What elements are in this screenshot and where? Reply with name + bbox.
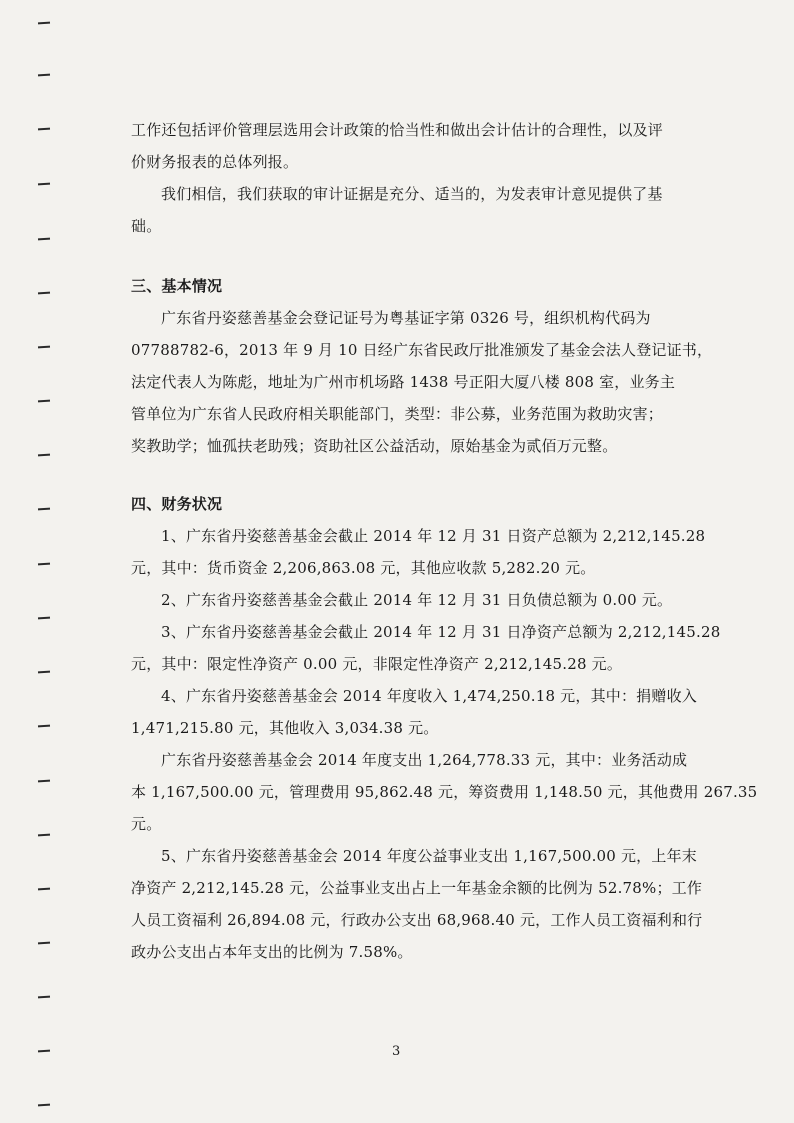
margin-mark: [38, 292, 50, 295]
text-line: 4、广东省丹姿慈善基金会 2014 年度收入 1,474,250.18 元，其中：捐赠收入: [161, 687, 697, 705]
text-line: 本 1,167,500.00 元，管理费用 95,862.48 元，筹资费用 1,148.50 元，其他费用 267.35: [131, 783, 758, 801]
margin-mark: [38, 780, 50, 783]
text-line: 政办公支出占本年支出的比例为 7.58%。: [131, 943, 413, 961]
financial-item-3: [131, 616, 721, 680]
margin-mark: [38, 617, 50, 620]
text-line: 2、广东省丹姿慈善基金会截止 2014 年 12 月 31 日负债总额为 0.00 元。: [161, 591, 673, 609]
text-line: 管单位为广东省人民政府相关职能部门，类型：非公募，业务范围为救助灾害；: [131, 405, 664, 423]
expenditure-paragraph: [131, 744, 758, 840]
margin-mark: [38, 996, 50, 999]
financial-item-2: [131, 584, 691, 616]
margin-mark: [38, 888, 50, 891]
margin-mark: [38, 508, 50, 511]
margin-mark: [38, 128, 50, 131]
text-line: 工作还包括评价管理层选用会计政策的恰当性和做出会计估计的合理性，以及评: [131, 121, 664, 139]
text-line: 广东省丹姿慈善基金会登记证号为粤基证字第 0326 号，组织机构代码为: [161, 309, 651, 327]
financial-item-1: [131, 520, 706, 584]
text-line: 奖教助学；恤孤扶老助残；资助社区公益活动，原始基金为贰佰万元整。: [131, 437, 618, 455]
text-line: 元，其中：货币资金 2,206,863.08 元，其他应收款 5,282.20 元。: [131, 559, 596, 577]
text-line: 础。: [131, 217, 162, 235]
section4-heading: 四、财务状况: [131, 495, 223, 513]
margin-mark: [38, 22, 50, 25]
margin-mark: [38, 454, 50, 457]
text-line: 我们相信，我们获取的审计证据是充分、适当的，为发表审计意见提供了基: [161, 185, 663, 203]
margin-mark: [38, 671, 50, 674]
margin-mark: [38, 563, 50, 566]
section3-heading: 三、基本情况: [131, 277, 223, 295]
margin-mark: [38, 942, 50, 945]
financial-item-5: [131, 840, 703, 968]
audit-paragraph: [131, 114, 691, 178]
section3-paragraph: [131, 302, 713, 462]
margin-mark: [38, 1050, 50, 1053]
text-line: 1,471,215.80 元，其他收入 3,034.38 元。: [131, 719, 439, 737]
margin-mark: [38, 400, 50, 403]
text-line: 净资产 2,212,145.28 元，公益事业支出占上一年基金余额的比例为 52.78%；工作: [131, 879, 703, 897]
financial-item-4: [131, 680, 697, 744]
margin-mark: [38, 725, 50, 728]
text-line: 广东省丹姿慈善基金会 2014 年度支出 1,264,778.33 元，其中：业务活动成: [161, 751, 688, 769]
text-line: 1、广东省丹姿慈善基金会截止 2014 年 12 月 31 日资产总额为 2,212,145.28: [161, 527, 706, 545]
margin-mark: [38, 346, 50, 349]
text-line: 人员工资福利 26,894.08 元，行政办公支出 68,968.40 元，工作人员工资福利和行: [131, 911, 703, 929]
text-line: 3、广东省丹姿慈善基金会截止 2014 年 12 月 31 日净资产总额为 2,212,145.28: [161, 623, 721, 641]
margin-mark: [38, 183, 50, 186]
text-line: 5、广东省丹姿慈善基金会 2014 年度公益事业支出 1,167,500.00 元，上年末: [161, 847, 697, 865]
audit-conclusion-paragraph: [131, 178, 691, 242]
margin-mark: [38, 74, 50, 77]
margin-mark: [38, 1104, 50, 1107]
text-line: 法定代表人为陈彪，地址为广州市机场路 1438 号正阳大厦八楼 808 室，业务主: [131, 373, 676, 391]
text-line: 元。: [131, 815, 162, 833]
page-number: 3: [392, 1044, 401, 1059]
text-line: 价财务报表的总体列报。: [131, 153, 299, 171]
margin-mark: [38, 834, 50, 837]
text-line: 07788782-6，2013 年 9 月 10 日经广东省民政厅批准颁发了基金会法人登记证书，: [131, 341, 713, 359]
margin-mark: [38, 238, 50, 241]
text-line: 元，其中：限定性净资产 0.00 元，非限定性净资产 2,212,145.28 元。: [131, 655, 623, 673]
